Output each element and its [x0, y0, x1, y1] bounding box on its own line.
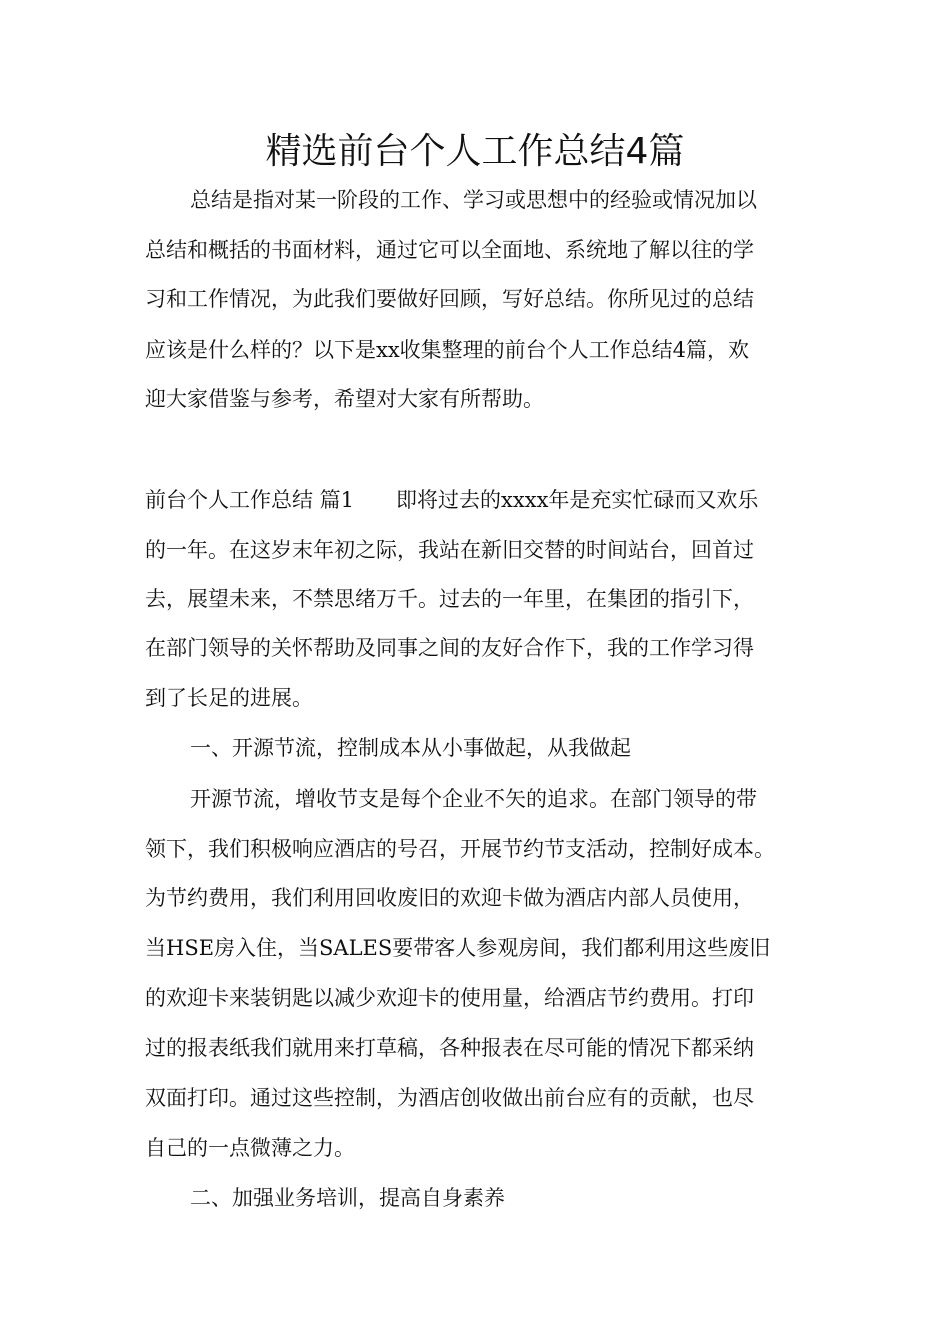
intro-line: 应该是什么样的？以下是xx收集整理的前台个人工作总结4篇，欢 [145, 338, 750, 362]
paragraph-line: 领下，我们积极响应酒店的号召，开展节约节支活动，控制好成本。 [145, 837, 775, 861]
paragraph-line: 过的报表纸我们就用来打草稿，各种报表在尽可能的情况下都采纳 [145, 1036, 754, 1060]
section-line: 到了长足的进展。 [145, 686, 313, 710]
section-line: 的一年。在这岁末年初之际，我站在新旧交替的时间站台，回首过 [145, 538, 754, 562]
intro-line: 总结和概括的书面材料，通过它可以全面地、系统地了解以往的学 [145, 238, 754, 262]
section-first-line [145, 485, 758, 515]
intro-line: 总结是指对某一阶段的工作、学习或思想中的经验或情况加以 [190, 188, 757, 212]
paragraph-line: 开源节流，增收节支是每个企业不矢的追求。在部门领导的带 [190, 787, 757, 811]
paragraph-line: 当HSE房入住，当SALES要带客人参观房间，我们都利用这些废旧 [145, 936, 771, 960]
paragraph-line: 双面打印。通过这些控制，为酒店创收做出前台应有的贡献，也尽 [145, 1086, 754, 1110]
section-first-text: 即将过去的xxxx年是充实忙碌而又欢乐 [396, 488, 759, 512]
intro-line: 迎大家借鉴与参考，希望对大家有所帮助。 [145, 387, 544, 411]
intro-line: 习和工作情况，为此我们要做好回顾，写好总结。你所见过的总结 [145, 287, 754, 311]
document-title: 精选前台个人工作总结4篇 [265, 131, 685, 172]
section-heading: 前台个人工作总结 篇1 [145, 488, 355, 512]
paragraph-line: 为节约费用，我们利用回收废旧的欢迎卡做为酒店内部人员使用， [145, 886, 754, 910]
subheading-one: 一、开源节流，控制成本从小事做起，从我做起 [190, 736, 631, 760]
section-line: 去，展望未来，不禁思绪万千。过去的一年里，在集团的指引下， [145, 587, 754, 611]
paragraph-line: 的欢迎卡来装钥匙以减少欢迎卡的使用量，给酒店节约费用。打印 [145, 986, 754, 1010]
section-line: 在部门领导的关怀帮助及同事之间的友好合作下，我的工作学习得 [145, 636, 754, 660]
subheading-two: 二、加强业务培训，提高自身素养 [190, 1186, 505, 1210]
paragraph-line: 自己的一点微薄之力。 [145, 1136, 355, 1160]
